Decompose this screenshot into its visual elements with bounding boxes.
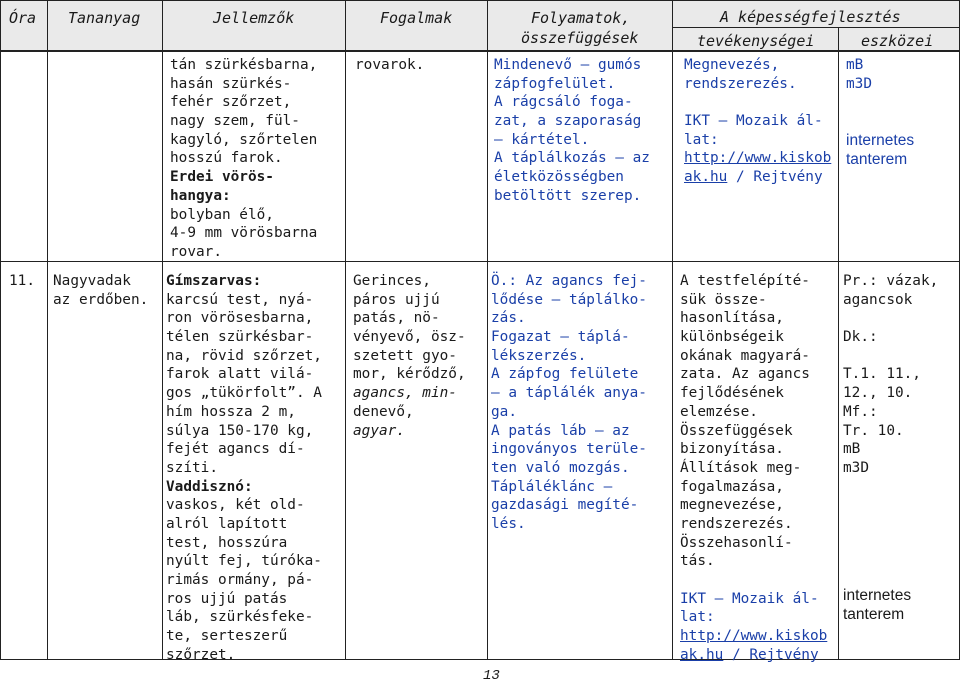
text-fragment: lékszerzés.: [491, 347, 587, 364]
text-line: [166, 459, 322, 478]
text-line: [680, 403, 827, 422]
text-fragment: zat, a szaporaság: [494, 113, 642, 130]
text-line: [170, 112, 317, 131]
row2-folyamatok-cell: [491, 272, 647, 534]
text-fragment: IKT – Mozaik ál-: [680, 590, 819, 607]
text-line: [680, 365, 827, 384]
text-line: [491, 328, 647, 347]
text-fragment: hím hossza 2 m,: [166, 403, 296, 420]
text-line: [170, 56, 317, 75]
text-line: [170, 93, 317, 112]
text-line: [491, 422, 647, 441]
link[interactable]: http://www.kiskob: [684, 150, 832, 167]
text-line: [680, 459, 827, 478]
text-fragment: bolyban élő,: [170, 206, 274, 223]
text-line: [684, 75, 831, 94]
text-line: [680, 272, 827, 291]
text-line: [491, 347, 647, 366]
text-fragment: Gímszarvas:: [166, 273, 262, 289]
text-line: [170, 168, 317, 187]
text-fragment: szíti.: [166, 459, 218, 476]
row2-tevekenysegei-cell: [680, 272, 827, 664]
text-line: [843, 384, 938, 403]
text-fragment: nyúlt fej, túróka-: [166, 553, 322, 570]
text-fragment: A rágcsáló foga-: [494, 94, 633, 111]
header-eszkozei: eszközei: [861, 32, 934, 50]
text-line: [353, 365, 466, 384]
column-rule-fogalmak: [487, 0, 488, 660]
text-line: [494, 93, 650, 112]
text-line: [166, 347, 322, 366]
text-line: [680, 627, 827, 646]
text-line: [166, 291, 322, 310]
column-rule-ora: [47, 0, 48, 660]
text-fragment: fogalmazása,: [680, 478, 784, 495]
header-tevekenysegei: tevékenységei: [697, 32, 815, 50]
text-line: [166, 571, 322, 590]
text-line: [166, 552, 322, 571]
text-fragment: szetett gyo-: [353, 347, 457, 364]
row1-folyamatok-cell: [494, 56, 650, 206]
text-fragment: zás.: [491, 310, 526, 327]
text-line: [680, 496, 827, 515]
header-fogalmak: Fogalmak: [380, 9, 453, 27]
text-fragment: megnevezése,: [680, 497, 784, 514]
table-top-rule: [0, 0, 960, 1]
text-line: [846, 75, 872, 94]
text-line: [846, 56, 872, 75]
text-fragment: ros ujjú patás: [166, 590, 288, 607]
row2-ora-cell: 11.: [9, 273, 35, 289]
text-line: [170, 206, 317, 225]
text-line: [680, 590, 827, 609]
text-fragment: T.1. 11.,: [843, 366, 921, 383]
text-line: [680, 646, 827, 665]
text-line: [680, 291, 827, 310]
text-fragment: m3D: [843, 459, 869, 476]
text-fragment: 4-9 mm vörösbarna: [170, 225, 318, 242]
text-fragment: Pr.: vázak,: [843, 273, 939, 289]
row2-fogalmak-cell: [353, 272, 466, 440]
header-jellemzok: Jellemzők: [213, 9, 295, 27]
text-line: [680, 478, 827, 497]
header-kepessegfejlesztes: A képességfejlesztés: [720, 8, 901, 26]
text-line: [843, 459, 938, 478]
text-fragment: Vaddisznó:: [166, 478, 253, 495]
text-line: [166, 590, 322, 609]
text-fragment: rovarok.: [355, 57, 425, 73]
text-fragment: hosszú farok.: [170, 150, 283, 167]
text-fragment: ingoványos terüle-: [491, 441, 647, 458]
text-line: [843, 606, 911, 625]
row1-eszkozei-top: [846, 56, 872, 93]
header-tananyag: Tananyag: [68, 9, 141, 27]
text-fragment: Erdei vörös-: [170, 169, 274, 186]
text-line: [843, 422, 938, 441]
text-line: [494, 75, 650, 94]
text-line: [353, 347, 466, 366]
row2-eszkozei-top: [843, 272, 938, 478]
text-line: [680, 515, 827, 534]
column-rule-tananyag: [162, 0, 163, 660]
text-line: [843, 272, 938, 291]
text-fragment: rovar.: [170, 243, 222, 260]
text-fragment: agyar.: [353, 422, 405, 439]
text-line: [353, 384, 466, 403]
text-line: [846, 132, 914, 151]
text-line: [494, 149, 650, 168]
text-fragment: Megnevezés,: [684, 57, 780, 73]
text-line: [166, 496, 322, 515]
text-fragment: hasán szürkés-: [170, 75, 292, 92]
text-fragment: hangya:: [170, 187, 231, 204]
text-fragment: na, rövid szőrzet,: [166, 347, 322, 364]
text-line: [680, 328, 827, 347]
text-line: [353, 272, 466, 291]
header-ora: Óra: [9, 9, 37, 27]
text-line: [680, 309, 827, 328]
text-fragment: fehér szőrzet,: [170, 94, 292, 111]
text-fragment: internetes: [846, 132, 915, 149]
text-fragment: Ö.: Az agancs fej-: [491, 273, 647, 289]
column-rule-tevekenysegei: [838, 27, 839, 660]
text-fragment: bizonyítása.: [680, 441, 784, 458]
text-line: [166, 478, 322, 497]
header-bottom-rule: [0, 50, 960, 52]
text-line: [684, 131, 831, 150]
text-fragment: gos „tükörfolt”. A: [166, 385, 322, 402]
header-subdivider-rule: [672, 27, 960, 28]
text-line: [491, 403, 647, 422]
text-fragment: Összefüggések: [680, 422, 793, 439]
text-fragment: test, hosszúra: [166, 534, 288, 551]
text-line: [166, 365, 322, 384]
text-line: [170, 187, 317, 206]
text-line: [680, 534, 827, 553]
text-fragment: hasonlítása,: [680, 310, 784, 327]
row2-jellemzok-cell: [166, 272, 322, 664]
text-fragment: Mindenevő – gumós: [494, 57, 642, 73]
header-folyamatok-line1: Folyamatok,: [531, 9, 631, 27]
text-fragment: gazdasági megíté-: [491, 497, 639, 514]
text-fragment: tán szürkésbarna,: [170, 57, 318, 73]
text-fragment: Dk.:: [843, 329, 878, 346]
row2-eszkozei-bottom: [843, 587, 911, 624]
text-fragment: tanterem: [846, 150, 908, 168]
text-fragment: agancs, min-: [353, 385, 457, 402]
row2-tananyag-line: az erdőben.: [53, 291, 149, 308]
text-line: [843, 291, 938, 310]
text-fragment: különbségeik: [680, 329, 784, 346]
text-fragment: / Rejtvény: [727, 169, 823, 186]
text-line: [353, 328, 466, 347]
text-fragment: betöltött szerep.: [494, 187, 642, 204]
text-fragment: 12., 10.: [843, 385, 913, 402]
text-fragment: kagyló, szőrtelen: [170, 131, 318, 148]
text-line: [494, 112, 650, 131]
text-line: [353, 422, 466, 441]
text-line: [680, 571, 827, 590]
text-fragment: nagy szem, fül-: [170, 113, 300, 130]
text-fragment: mor, kérődző,: [353, 366, 466, 383]
text-fragment: Fogazat – táplá-: [491, 329, 630, 346]
text-line: [491, 272, 647, 291]
text-fragment: páros ujjú: [353, 291, 440, 308]
text-fragment: Állítások meg-: [680, 459, 802, 476]
text-fragment: internetes: [843, 587, 912, 604]
link[interactable]: http://www.kiskob: [680, 628, 828, 645]
row1-jellemzok-cell: [170, 56, 317, 262]
text-line: [166, 384, 322, 403]
text-line: [166, 309, 322, 328]
text-fragment: fejlődésének: [680, 385, 784, 402]
text-line: [491, 459, 647, 478]
text-line: [170, 224, 317, 243]
text-fragment: szőrzet.: [166, 646, 236, 663]
text-fragment: rendszerezés.: [680, 515, 793, 532]
text-fragment: zata. Az agancs: [680, 366, 810, 383]
text-line: [843, 403, 938, 422]
text-fragment: IKT – Mozaik ál-: [684, 113, 823, 130]
text-line: [170, 149, 317, 168]
text-line: [166, 627, 322, 646]
text-fragment: vényevő, ösz-: [353, 329, 466, 346]
text-fragment: okának magyará-: [680, 347, 810, 364]
text-line: [680, 384, 827, 403]
text-fragment: rendszerezés.: [684, 75, 797, 92]
text-fragment: ron vörösesbarna,: [166, 310, 314, 327]
text-fragment: láb, szürkésfeke-: [166, 609, 314, 626]
row1-fogalmak-cell: [355, 56, 424, 75]
text-line: [680, 608, 827, 627]
text-line: [684, 149, 831, 168]
text-line: [170, 243, 317, 262]
column-rule-jellemzok: [345, 0, 346, 660]
text-fragment: tanterem: [843, 605, 905, 623]
text-fragment: A táplálkozás – az: [494, 150, 650, 167]
text-line: [491, 515, 647, 534]
text-line: [166, 328, 322, 347]
page-number: 13: [483, 668, 500, 684]
text-line: [680, 440, 827, 459]
text-line: [491, 309, 647, 328]
text-fragment: Gerinces,: [353, 273, 431, 289]
text-fragment: tás.: [680, 553, 715, 570]
text-fragment: – kártétel.: [494, 131, 590, 148]
text-line: [684, 93, 831, 112]
text-fragment: életközösségben: [494, 169, 624, 186]
text-fragment: fejét agancs dí-: [166, 441, 305, 458]
text-line: [353, 403, 466, 422]
text-fragment: A testfelépíté-: [680, 273, 810, 289]
text-fragment: / Rejtvény: [723, 646, 819, 663]
row-divider-rule: [0, 261, 960, 262]
text-fragment: denevő,: [353, 403, 414, 420]
text-line: [843, 328, 938, 347]
text-line: [355, 56, 424, 75]
column-rule-folyamatok: [672, 0, 673, 660]
text-fragment: lés.: [491, 515, 526, 532]
text-line: [491, 291, 647, 310]
text-line: [166, 646, 322, 665]
text-fragment: súlya 150-170 kg,: [166, 422, 314, 439]
text-line: [166, 272, 322, 291]
text-line: [843, 440, 938, 459]
text-fragment: Mf.:: [843, 403, 878, 420]
text-fragment: ga.: [491, 403, 517, 420]
text-fragment: lat:: [680, 609, 715, 626]
text-fragment: lat:: [684, 131, 719, 148]
text-line: [491, 496, 647, 515]
text-line: [166, 440, 322, 459]
text-line: [843, 365, 938, 384]
text-fragment: télen szürkésbar-: [166, 329, 314, 346]
text-fragment: Tápláléklánc –: [491, 478, 613, 495]
text-line: [684, 168, 831, 187]
text-line: [491, 440, 647, 459]
text-line: [680, 422, 827, 441]
text-fragment: lődése – táplálko-: [491, 291, 647, 308]
text-line: [843, 587, 911, 606]
text-fragment: Összehasonlí-: [680, 534, 793, 551]
text-line: [491, 365, 647, 384]
text-line: [166, 422, 322, 441]
text-line: [843, 347, 938, 366]
link[interactable]: ak.hu: [684, 169, 728, 186]
column-rule-left: [0, 0, 1, 660]
text-fragment: vaskos, két old-: [166, 497, 305, 514]
text-line: [353, 291, 466, 310]
text-fragment: – a táplálék anya-: [491, 385, 647, 402]
text-line: [353, 309, 466, 328]
text-line: [166, 608, 322, 627]
text-fragment: agancsok: [843, 291, 913, 308]
text-line: [494, 56, 650, 75]
row2-tananyag-cell: [53, 272, 148, 309]
text-fragment: Tr. 10.: [843, 422, 904, 439]
text-line: [684, 56, 831, 75]
text-line: [166, 534, 322, 553]
text-fragment: te, serteszerű: [166, 628, 288, 645]
text-line: [494, 168, 650, 187]
row2-tananyag-line: Nagyvadak: [53, 273, 131, 289]
text-fragment: farok alatt vilá-: [166, 366, 314, 383]
text-line: [170, 131, 317, 150]
text-line: [843, 309, 938, 328]
text-fragment: karcsú test, nyá-: [166, 291, 314, 308]
text-line: [491, 478, 647, 497]
text-fragment: patás, nö-: [353, 310, 440, 327]
text-fragment: mB: [846, 57, 864, 73]
text-fragment: ten való mozgás.: [491, 459, 630, 476]
text-fragment: A zápfog felülete: [491, 366, 639, 383]
text-line: [494, 187, 650, 206]
text-line: [491, 384, 647, 403]
text-line: [166, 515, 322, 534]
text-fragment: sük össze-: [680, 291, 767, 308]
text-fragment: mB: [843, 441, 861, 458]
row1-eszkozei-bottom: [846, 132, 914, 169]
text-line: [680, 552, 827, 571]
text-line: [166, 403, 322, 422]
text-fragment: zápfogfelület.: [494, 75, 616, 92]
text-fragment: rimás ormány, pá-: [166, 572, 314, 588]
text-fragment: m3D: [846, 75, 872, 92]
header-folyamatok-line2: összefüggések: [521, 29, 639, 47]
row1-tevekenysegei-cell: [684, 56, 831, 187]
text-line: [684, 112, 831, 131]
text-fragment: A patás láb – az: [491, 422, 630, 439]
text-line: [846, 151, 914, 170]
text-line: [680, 347, 827, 366]
link[interactable]: ak.hu: [680, 646, 724, 663]
text-fragment: elemzése.: [680, 403, 758, 420]
text-line: [170, 75, 317, 94]
text-line: [494, 131, 650, 150]
text-fragment: alról lapított: [166, 515, 288, 532]
